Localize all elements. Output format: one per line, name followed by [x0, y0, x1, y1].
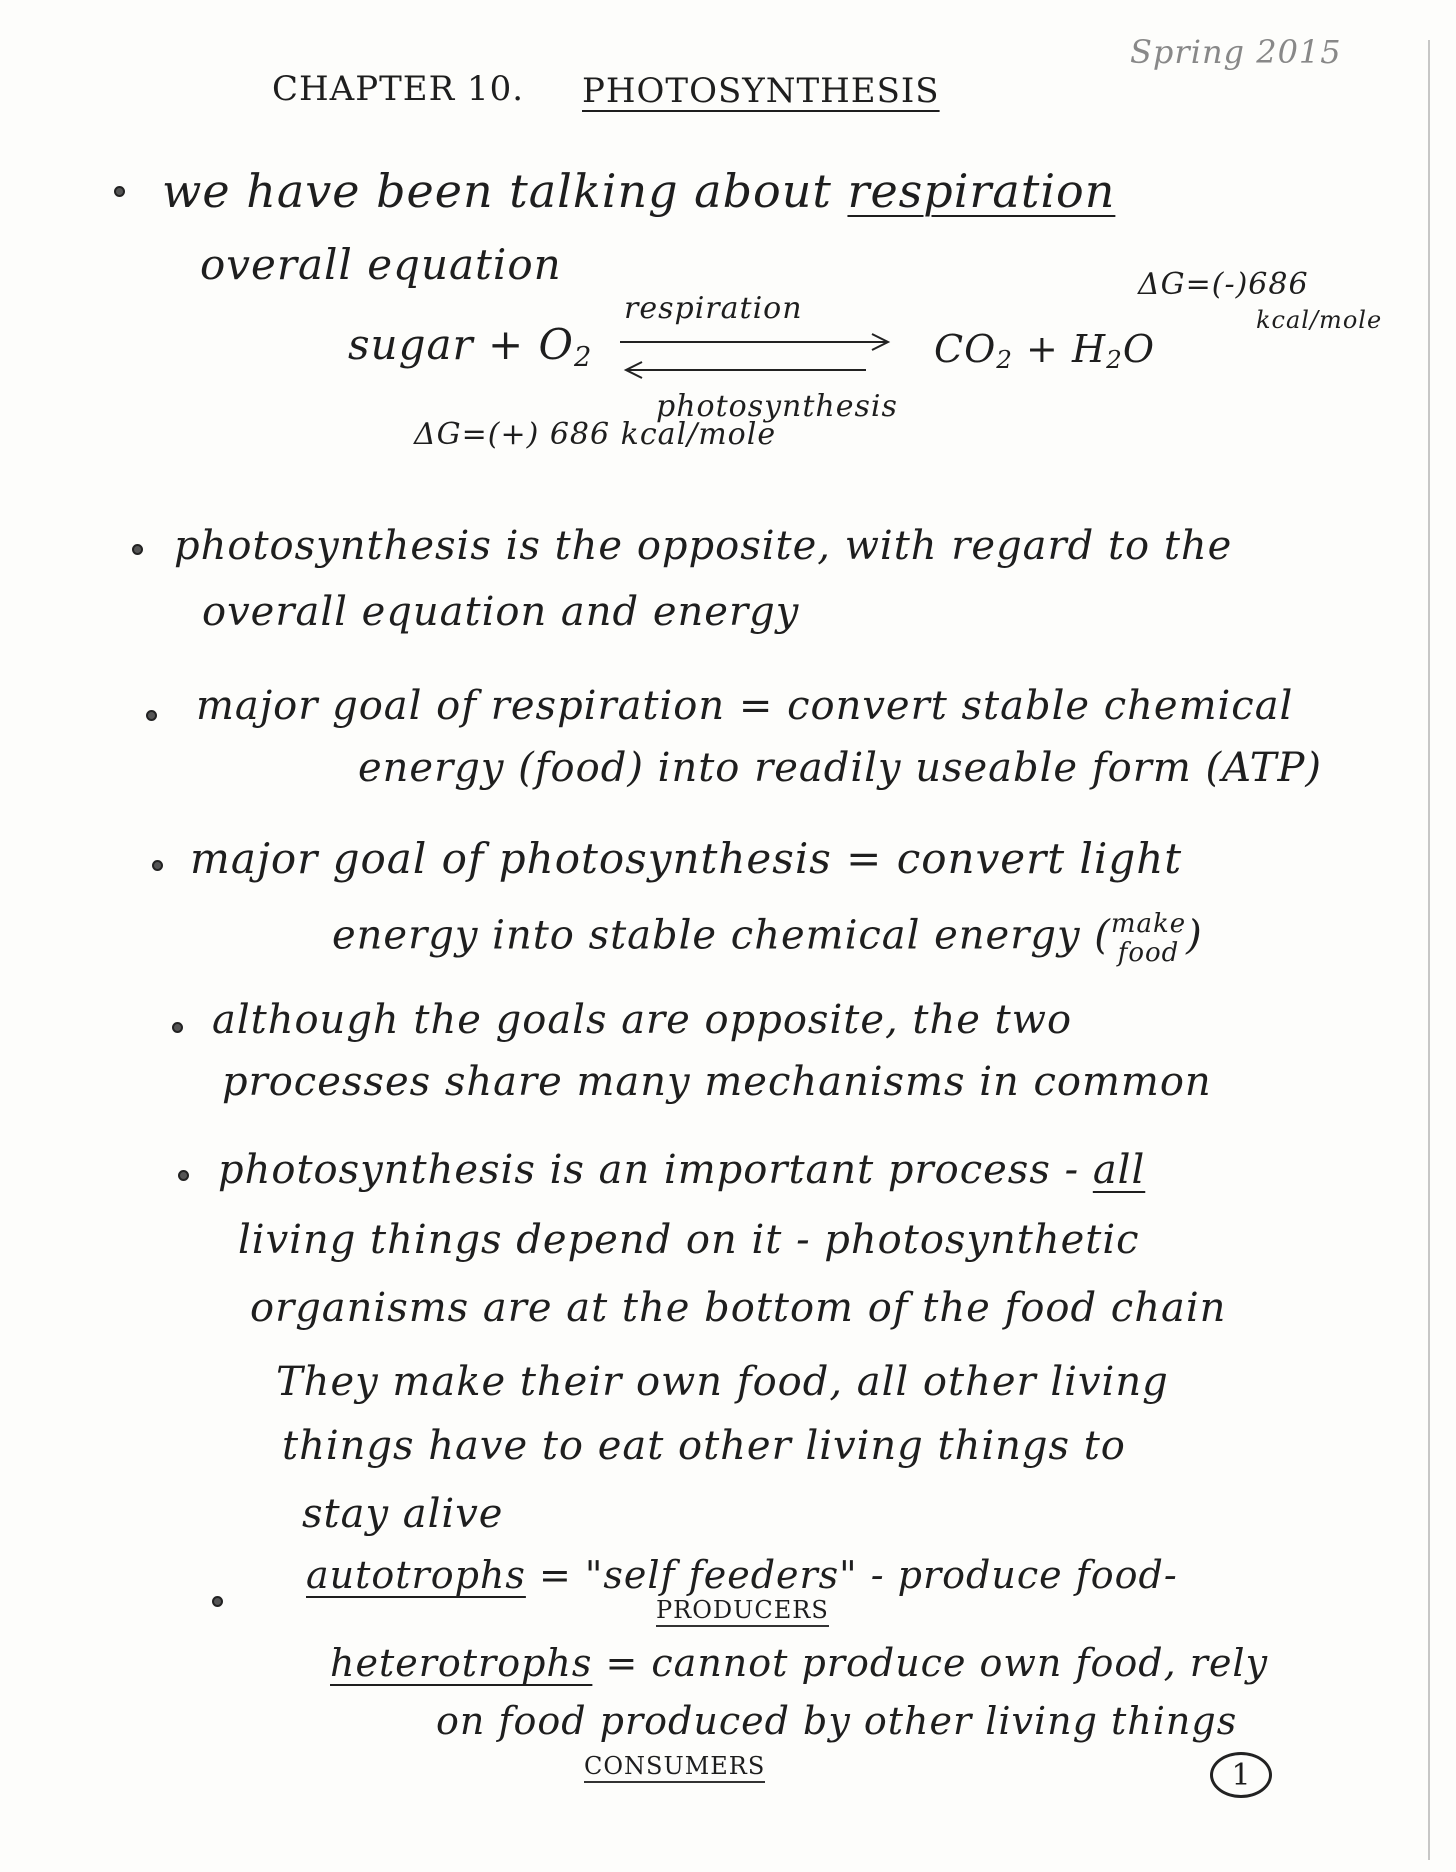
bullet-7-line-1 — [306, 1553, 1178, 1597]
bullet-6-line-2: living things depend on it - photosynthetic — [238, 1217, 1140, 1263]
bullet-3-line-1: major goal of respiration = convert stable chemical — [196, 683, 1294, 729]
scan-edge-line — [1428, 40, 1430, 1860]
intro-line-1 — [162, 164, 1116, 218]
page-title: PHOTOSYNTHESIS — [582, 71, 940, 111]
heterotrophs-word: heterotrophs — [330, 1641, 593, 1685]
page-number: 1 — [1210, 1752, 1272, 1798]
delta-g-respiration: ΔG=(-)686 — [1138, 267, 1309, 302]
date-label: Spring 2015 — [1130, 33, 1342, 71]
equation-left-sub: 2 — [573, 341, 593, 373]
bullet-dot — [114, 186, 125, 197]
bullet-4-line-1: major goal of photosynthesis = convert light — [190, 834, 1183, 883]
bullet-3-line-2: energy (food) into readily useable form (ATP) — [358, 745, 1322, 791]
bullet-4-line-2-text: energy into stable chemical energy ( — [332, 912, 1111, 959]
bullet-2-line-2: overall equation and energy — [202, 589, 800, 635]
autotrophs-word: autotrophs — [306, 1553, 526, 1597]
arrow-label-photosynthesis: photosynthesis — [656, 389, 898, 424]
co2-text: CO — [934, 327, 997, 371]
bullet-dot — [212, 1596, 223, 1607]
bullet-dot — [132, 544, 143, 555]
bullet-6-line-1-text: photosynthesis is an important process - — [218, 1147, 1093, 1193]
bullet-7-line-2-text: = cannot produce own food, rely — [592, 1641, 1269, 1685]
bullet-6-line-3: organisms are at the bottom of the food chain — [250, 1285, 1227, 1331]
equation-right — [934, 327, 1155, 375]
intro-text: we have been talking about — [162, 164, 848, 218]
bullet-7-line-2 — [330, 1641, 1269, 1685]
food-word: food — [1117, 937, 1180, 968]
bullet-2-line-1: photosynthesis is the opposite, with regard to the — [174, 523, 1233, 569]
h2o-sub: 2 — [1106, 345, 1123, 375]
bullet-dot — [152, 860, 163, 871]
respiration-word: respiration — [847, 164, 1116, 218]
bullet-6-line-6: stay alive — [302, 1491, 504, 1537]
make-word: make — [1110, 909, 1187, 939]
bullet-6-line-5: things have to eat other living things to — [282, 1423, 1126, 1469]
bullet-dot — [178, 1170, 189, 1181]
equilibrium-arrows-icon — [614, 330, 904, 386]
bullet-5-line-2: processes share many mechanisms in common — [222, 1059, 1212, 1105]
bullet-5-line-1: although the goals are opposite, the two — [212, 997, 1073, 1043]
close-paren: ) — [1186, 912, 1203, 959]
bullet-dot — [172, 1022, 183, 1033]
h2o-text: + H — [1012, 327, 1107, 371]
arrow-label-respiration: respiration — [624, 291, 803, 326]
bullet-7-line-1-text: = "self feeders" - produce food- — [525, 1553, 1178, 1597]
all-word: all — [1092, 1147, 1146, 1193]
delta-g-respiration-units: kcal/mole — [1256, 306, 1383, 334]
bullet-4-line-2 — [332, 910, 1203, 967]
consumers-label: CONSUMERS — [584, 1754, 765, 1783]
bullet-6-line-4: They make their own food, all other living — [276, 1359, 1169, 1405]
bullet-7-line-3: on food produced by other living things — [436, 1699, 1238, 1743]
equation-left — [348, 320, 593, 373]
intro-line-2: overall equation — [200, 240, 562, 289]
equation-left-text: sugar + O — [348, 320, 574, 369]
h2o-o: O — [1122, 327, 1155, 371]
producers-label: PRODUCERS — [656, 1598, 829, 1627]
co2-sub: 2 — [996, 345, 1013, 375]
make-food-group — [1111, 910, 1186, 967]
bullet-6-line-1 — [218, 1147, 1146, 1193]
chapter-label: CHAPTER 10. — [272, 69, 525, 109]
delta-g-photosynthesis: ΔG=(+) 686 kcal/mole — [414, 417, 777, 452]
bullet-dot — [146, 710, 157, 721]
